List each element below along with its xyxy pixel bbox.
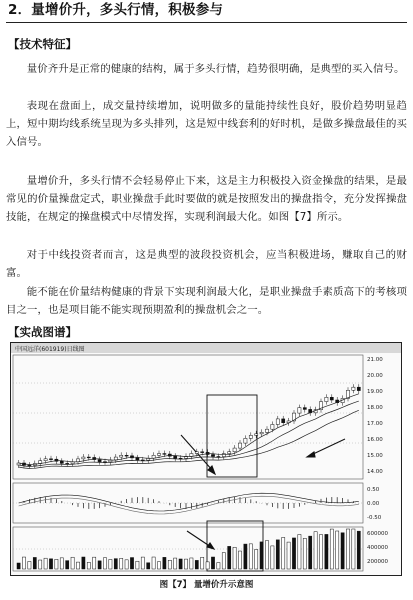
volume-bars: [17, 529, 360, 569]
volume-bar: [28, 561, 31, 569]
macd-tick: 0.00: [367, 501, 380, 507]
volume-bar: [352, 529, 355, 569]
price-tick: 17.00: [367, 421, 383, 427]
candle-body: [244, 438, 247, 443]
price-panel: [13, 355, 363, 479]
candle-body: [136, 458, 139, 460]
volume-bar: [222, 553, 225, 569]
volume-bar: [260, 542, 263, 569]
candle-body: [303, 408, 306, 410]
volume-bar: [265, 541, 268, 569]
price-tick: 20.00: [367, 373, 383, 379]
candle-body: [238, 443, 241, 448]
volume-bar: [325, 534, 328, 569]
volume-bar: [341, 533, 344, 569]
volume-axis-labels: [367, 531, 388, 565]
volume-bar: [87, 562, 90, 569]
candle-body: [190, 453, 193, 456]
volume-bar: [255, 549, 258, 569]
volume-bar: [93, 557, 96, 569]
volume-tick: 600000: [367, 531, 388, 537]
volume-bar: [49, 559, 52, 569]
macd-series: [19, 493, 359, 514]
volume-bar: [330, 529, 333, 569]
section-heading-tech: 【技术特征】: [8, 37, 77, 51]
candle-body: [60, 461, 63, 463]
volume-bar: [179, 559, 182, 569]
candle-body: [174, 456, 177, 458]
volume-bar: [206, 562, 209, 569]
candle-body: [233, 448, 236, 452]
volume-bar: [120, 558, 123, 569]
candle-body: [28, 465, 31, 466]
price-tick: 16.00: [367, 437, 383, 443]
chart-top-label: 中国远洋(601919)日线图: [15, 346, 85, 353]
candle-body: [195, 452, 198, 454]
price-tick: 14.00: [367, 469, 383, 475]
chart-figure: [10, 342, 402, 576]
price-tick: 18.00: [367, 405, 383, 411]
paragraph-4: 对于中线投资者而言，这是典型的波段投资机会，应当积极进场，赚取自己的财富。: [6, 249, 407, 279]
volume-bar: [103, 558, 106, 569]
volume-bar: [184, 559, 187, 569]
signal-line: [19, 496, 359, 514]
price-tick: 19.00: [367, 389, 383, 395]
volume-bar: [60, 558, 63, 569]
volume-bar: [314, 532, 317, 569]
candle-body: [152, 455, 155, 458]
candle-body: [44, 459, 47, 461]
macd-tick: 0.50: [367, 487, 380, 493]
candle-body: [271, 424, 274, 429]
volume-bar: [98, 561, 101, 569]
candle-body: [201, 452, 204, 453]
candle-body: [325, 397, 328, 401]
volume-bar: [282, 537, 285, 569]
volume-bar: [244, 544, 247, 569]
candle-body: [357, 387, 360, 390]
price-tick: 21.00: [367, 357, 383, 363]
paragraph-1: 量价齐升是正常的健康的结构，属于多头行情，趋势很明确，是典型的买入信号。: [26, 63, 405, 75]
volume-bar: [152, 557, 155, 569]
volume-bar: [76, 562, 79, 569]
volume-bar: [174, 558, 177, 569]
volume-bar: [336, 531, 339, 569]
candle-body: [260, 432, 263, 434]
volume-tick: 400000: [367, 545, 388, 551]
candle-body: [125, 455, 128, 456]
volume-bar: [136, 561, 139, 569]
candle-body: [49, 459, 52, 460]
macd-axis-labels: [367, 487, 382, 521]
price-axis-labels: [367, 357, 383, 475]
volume-bar: [114, 559, 117, 569]
candle-body: [228, 452, 231, 454]
candle-body: [276, 419, 279, 425]
paragraph-2: 表现在盘面上，成交量持续增加，说明做多的量能持续性良好，股价趋势明显趋上，短中期均线系统呈现为多头排列，这是短中线套利的好时机，是做多操盘最佳的买入信号。: [6, 100, 407, 148]
volume-bar: [211, 557, 214, 569]
macd-tick: -0.50: [367, 515, 382, 521]
candle-body: [282, 419, 285, 423]
volume-bar: [217, 563, 220, 569]
volume-bar: [44, 558, 47, 569]
volume-bar: [309, 536, 312, 569]
volume-bar: [168, 560, 171, 569]
volume-bar: [238, 551, 241, 569]
volume-tick: 200000: [367, 559, 388, 565]
volume-bar: [346, 529, 349, 569]
volume-bar: [163, 557, 166, 569]
candle-body: [255, 434, 258, 436]
volume-bar: [201, 557, 204, 569]
figure-caption: 图【7】 量增价升示意图: [159, 580, 254, 590]
price-tick: 15.00: [367, 453, 383, 459]
candle-body: [249, 435, 252, 438]
page-title: 2．量增价升，多头行情，积极参与: [8, 2, 224, 18]
candle-body: [120, 455, 123, 457]
candle-body: [330, 397, 333, 400]
candle-body: [222, 454, 225, 457]
moving-average-line: [19, 410, 359, 468]
volume-bar: [303, 538, 306, 569]
volume-bar: [141, 557, 144, 569]
candle-body: [211, 455, 214, 457]
candle-body: [298, 408, 301, 413]
grid-lines: [13, 383, 363, 549]
volume-bar: [109, 559, 112, 569]
volume-bar: [276, 540, 279, 569]
volume-bar: [66, 561, 69, 569]
candle-body: [265, 429, 268, 432]
volume-bar: [292, 538, 295, 569]
title-underline: [6, 22, 407, 23]
moving-average-line: [19, 394, 359, 465]
volume-bar: [157, 562, 160, 569]
volume-bar: [249, 544, 252, 569]
volume-bar: [271, 546, 274, 569]
candle-body: [98, 460, 101, 462]
candle-body: [82, 457, 85, 459]
paragraph-3: 量增价升，多头行情不会轻易停止下来，这是主力积极投入资金操盘的结果，是最常见的价量操盘定式，职业操盘手此时要做的就是按照发出的操盘指令，充分发挥操盘技能，在规定的操盘模式中尽情发挥，实现利润最大化。如图【7】所示。: [6, 175, 407, 223]
volume-bar: [357, 531, 360, 569]
volume-bar: [195, 560, 198, 569]
volume-bar: [39, 560, 42, 569]
candle-body: [87, 457, 90, 458]
volume-bar: [298, 535, 301, 569]
volume-bar: [287, 542, 290, 569]
paragraph-5: 能不能在价量结构健康的背景下实现利润最大化，是职业操盘手素质高下的考核项目之一，也是项目能不能实现预期盈利的操盘机会之一。: [6, 286, 407, 316]
stock-chart: [11, 343, 401, 575]
volume-bar: [147, 563, 150, 569]
volume-bar: [125, 560, 128, 569]
volume-bar: [319, 535, 322, 569]
volume-bar: [22, 557, 25, 569]
volume-bar: [233, 547, 236, 569]
candle-body: [163, 454, 166, 455]
volume-bar: [33, 557, 36, 569]
candle-body: [157, 454, 160, 456]
volume-bar: [71, 557, 74, 569]
volume-bar: [130, 558, 133, 569]
section-heading-chart: 【实战图谱】: [8, 325, 77, 339]
volume-bar: [55, 559, 58, 569]
volume-bar: [190, 558, 193, 569]
volume-bar: [82, 557, 85, 569]
volume-bar: [228, 546, 231, 569]
volume-bar: [17, 563, 20, 569]
candle-body: [352, 387, 355, 390]
